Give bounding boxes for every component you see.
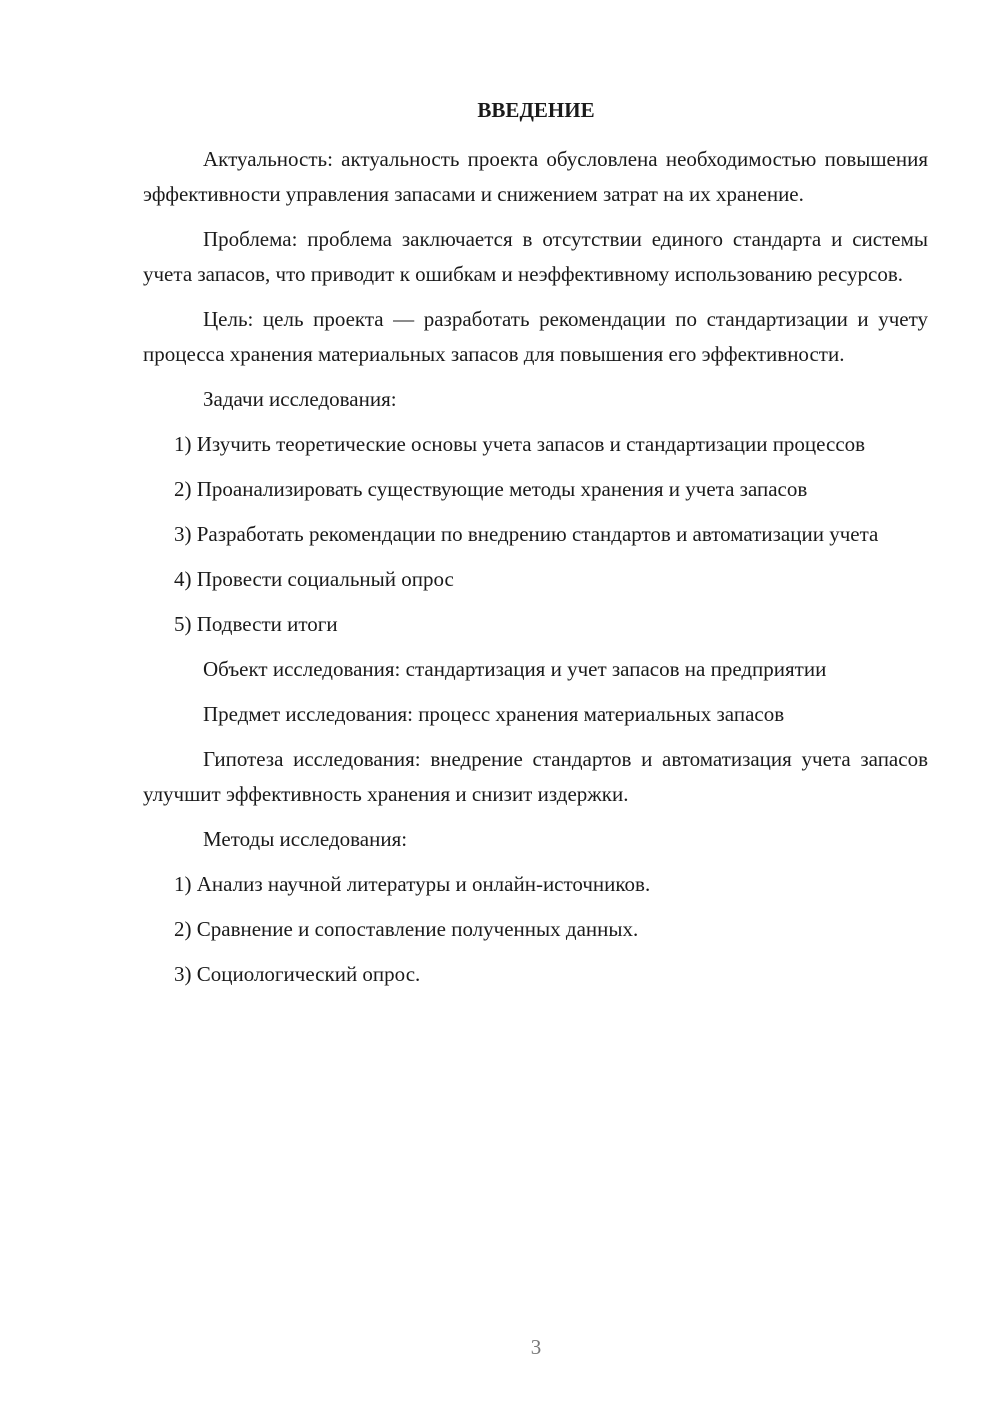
paragraph-hypothesis: Гипотеза исследования: внедрение стандартов и автоматизация учета запасов улучшит эффективность хранения и снизит издержки. bbox=[143, 747, 928, 806]
task-item: 3) Разработать рекомендации по внедрению стандартов и автоматизации учета bbox=[174, 522, 879, 546]
paragraph-relevance: Актуальность: актуальность проекта обусловлена необходимостью повышения эффективности управления запасами и снижением затрат на их хранение. bbox=[143, 147, 928, 206]
paragraph-subject: Предмет исследования: процесс хранения материальных запасов bbox=[203, 702, 785, 726]
paragraph-goal: Цель: цель проекта — разработать рекомендации по стандартизации и учету процесса хранения материальных запасов для повышения его эффективности. bbox=[143, 307, 928, 366]
paragraph-methods-heading: Методы исследования: bbox=[203, 827, 408, 851]
task-item: 2) Проанализировать существующие методы хранения и учета запасов bbox=[174, 477, 808, 501]
method-item: 1) Анализ научной литературы и онлайн-источников. bbox=[174, 872, 651, 896]
section-title: ВВЕДЕНИЕ bbox=[477, 98, 595, 122]
paragraph-problem: Проблема: проблема заключается в отсутствии единого стандарта и системы учета запасов, что приводит к ошибкам и неэффективному использованию ресурсов. bbox=[143, 227, 928, 286]
paragraph-tasks-heading: Задачи исследования: bbox=[203, 387, 397, 411]
page-number: 3 bbox=[530, 1335, 542, 1359]
task-item: 1) Изучить теоретические основы учета запасов и стандартизации процессов bbox=[174, 432, 866, 456]
task-item: 4) Провести социальный опрос bbox=[174, 567, 454, 591]
method-item: 2) Сравнение и сопоставление полученных данных. bbox=[174, 917, 639, 941]
paragraph-object: Объект исследования: стандартизация и учет запасов на предприятии bbox=[203, 657, 827, 681]
method-item: 3) Социологический опрос. bbox=[174, 962, 421, 986]
task-item: 5) Подвести итоги bbox=[174, 612, 338, 636]
body-text bbox=[143, 142, 928, 992]
